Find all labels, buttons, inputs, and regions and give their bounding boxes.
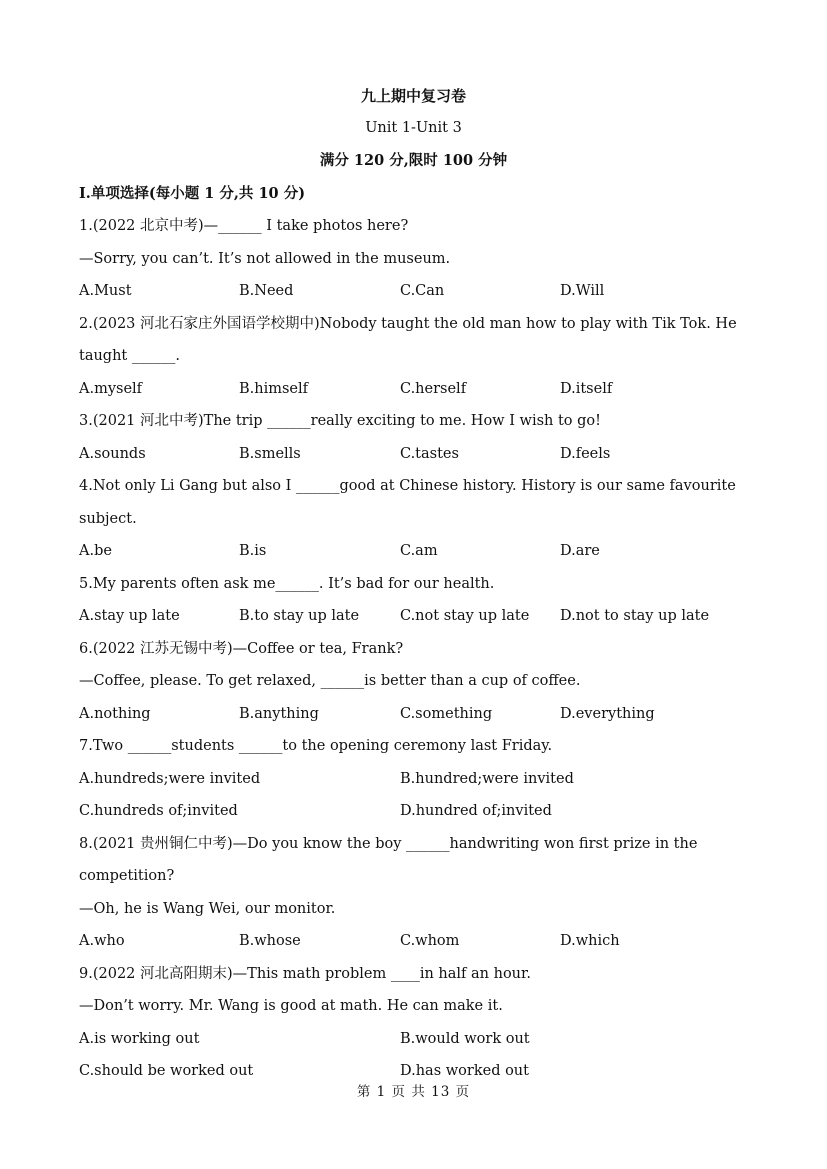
page-title: 九上期中复习卷 bbox=[360, 87, 466, 105]
question-4-line-2: subject. bbox=[79, 511, 137, 527]
question-4-option-b[interactable]: B.is bbox=[239, 543, 267, 559]
question-1-option-a[interactable]: A.Must bbox=[79, 283, 132, 299]
question-8-line-1: 8.(2021 贵州铜仁中考)—Do you know the boy ______handwriting won first prize in the bbox=[79, 836, 698, 852]
question-1-option-b[interactable]: B.Need bbox=[239, 283, 294, 299]
question-7-option-b[interactable]: B.hundred;were invited bbox=[400, 771, 574, 787]
question-7-option-a[interactable]: A.hundreds;were invited bbox=[79, 771, 261, 787]
question-2-line-1: 2.(2023 河北石家庄外国语学校期中)Nobody taught the old man how to play with Tik Tok. He bbox=[79, 316, 737, 332]
question-5-option-a[interactable]: A.stay up late bbox=[79, 608, 180, 624]
question-7-option-d[interactable]: D.hundred of;invited bbox=[400, 803, 552, 819]
question-9-line-2: —Don’t worry. Mr. Wang is good at math. He can make it. bbox=[79, 998, 503, 1014]
question-1-line-2: —Sorry, you can’t. It’s not allowed in the museum. bbox=[79, 251, 451, 267]
question-8-line-3: —Oh, he is Wang Wei, our monitor. bbox=[79, 901, 336, 917]
question-1-line-1: 1.(2022 北京中考)—______ I take photos here? bbox=[79, 218, 409, 234]
question-8-option-a[interactable]: A.who bbox=[79, 933, 125, 949]
question-1-option-c[interactable]: C.Can bbox=[400, 283, 445, 299]
question-9-line-1: 9.(2022 河北高阳期末)—This math problem ____in half an hour. bbox=[79, 966, 531, 982]
question-9-option-b[interactable]: B.would work out bbox=[400, 1031, 530, 1047]
question-2-line-2: taught ______. bbox=[79, 348, 180, 364]
question-8-option-b[interactable]: B.whose bbox=[239, 933, 301, 949]
question-4-option-c[interactable]: C.am bbox=[400, 543, 438, 559]
question-3-option-a[interactable]: A.sounds bbox=[79, 446, 146, 462]
question-7-line-1: 7.Two ______students ______to the opening ceremony last Friday. bbox=[79, 738, 553, 754]
question-2-option-b[interactable]: B.himself bbox=[239, 381, 309, 397]
question-3-line-1: 3.(2021 河北中考)The trip ______really exciting to me. How I wish to go! bbox=[79, 413, 601, 429]
question-8-option-c[interactable]: C.whom bbox=[400, 933, 460, 949]
question-6-line-1: 6.(2022 江苏无锡中考)—Coffee or tea, Frank? bbox=[79, 641, 404, 657]
question-6-option-c[interactable]: C.something bbox=[400, 706, 493, 722]
question-5-option-b[interactable]: B.to stay up late bbox=[239, 608, 360, 624]
question-2-option-d[interactable]: D.itself bbox=[560, 381, 613, 397]
page-number: 第 1 页 共 13 页 bbox=[356, 1084, 471, 1100]
question-6-option-a[interactable]: A.nothing bbox=[79, 706, 151, 722]
question-9-option-a[interactable]: A.is working out bbox=[79, 1031, 200, 1047]
question-2-option-c[interactable]: C.herself bbox=[400, 381, 467, 397]
question-4-line-1: 4.Not only Li Gang but also I ______good at Chinese history. History is our same favourite bbox=[79, 478, 736, 494]
question-5-option-d[interactable]: D.not to stay up late bbox=[560, 608, 710, 624]
question-3-option-c[interactable]: C.tastes bbox=[400, 446, 459, 462]
question-3-option-b[interactable]: B.smells bbox=[239, 446, 301, 462]
question-9-option-d[interactable]: D.has worked out bbox=[400, 1063, 529, 1079]
question-9-option-c[interactable]: C.should be worked out bbox=[79, 1063, 254, 1079]
question-8-option-d[interactable]: D.which bbox=[560, 933, 620, 949]
question-7-option-c[interactable]: C.hundreds of;invited bbox=[79, 803, 238, 819]
question-2-option-a[interactable]: A.myself bbox=[79, 381, 143, 397]
question-4-option-a[interactable]: A.be bbox=[79, 543, 112, 559]
question-3-option-d[interactable]: D.feels bbox=[560, 446, 611, 462]
question-5-option-c[interactable]: C.not stay up late bbox=[400, 608, 530, 624]
question-6-option-d[interactable]: D.everything bbox=[560, 706, 655, 722]
question-6-line-2: —Coffee, please. To get relaxed, ______is better than a cup of coffee. bbox=[79, 673, 581, 689]
question-5-line-1: 5.My parents often ask me______. It’s bad for our health. bbox=[79, 576, 495, 592]
question-1-option-d[interactable]: D.Will bbox=[560, 283, 605, 299]
score-info: 满分 120 分,限时 100 分钟 bbox=[319, 152, 508, 169]
question-4-option-d[interactable]: D.are bbox=[560, 543, 600, 559]
section-title: I.单项选择(每小题 1 分,共 10 分) bbox=[79, 185, 306, 202]
question-8-line-2: competition? bbox=[79, 868, 175, 884]
question-6-option-b[interactable]: B.anything bbox=[239, 706, 319, 722]
page-subtitle: Unit 1-Unit 3 bbox=[365, 120, 462, 136]
